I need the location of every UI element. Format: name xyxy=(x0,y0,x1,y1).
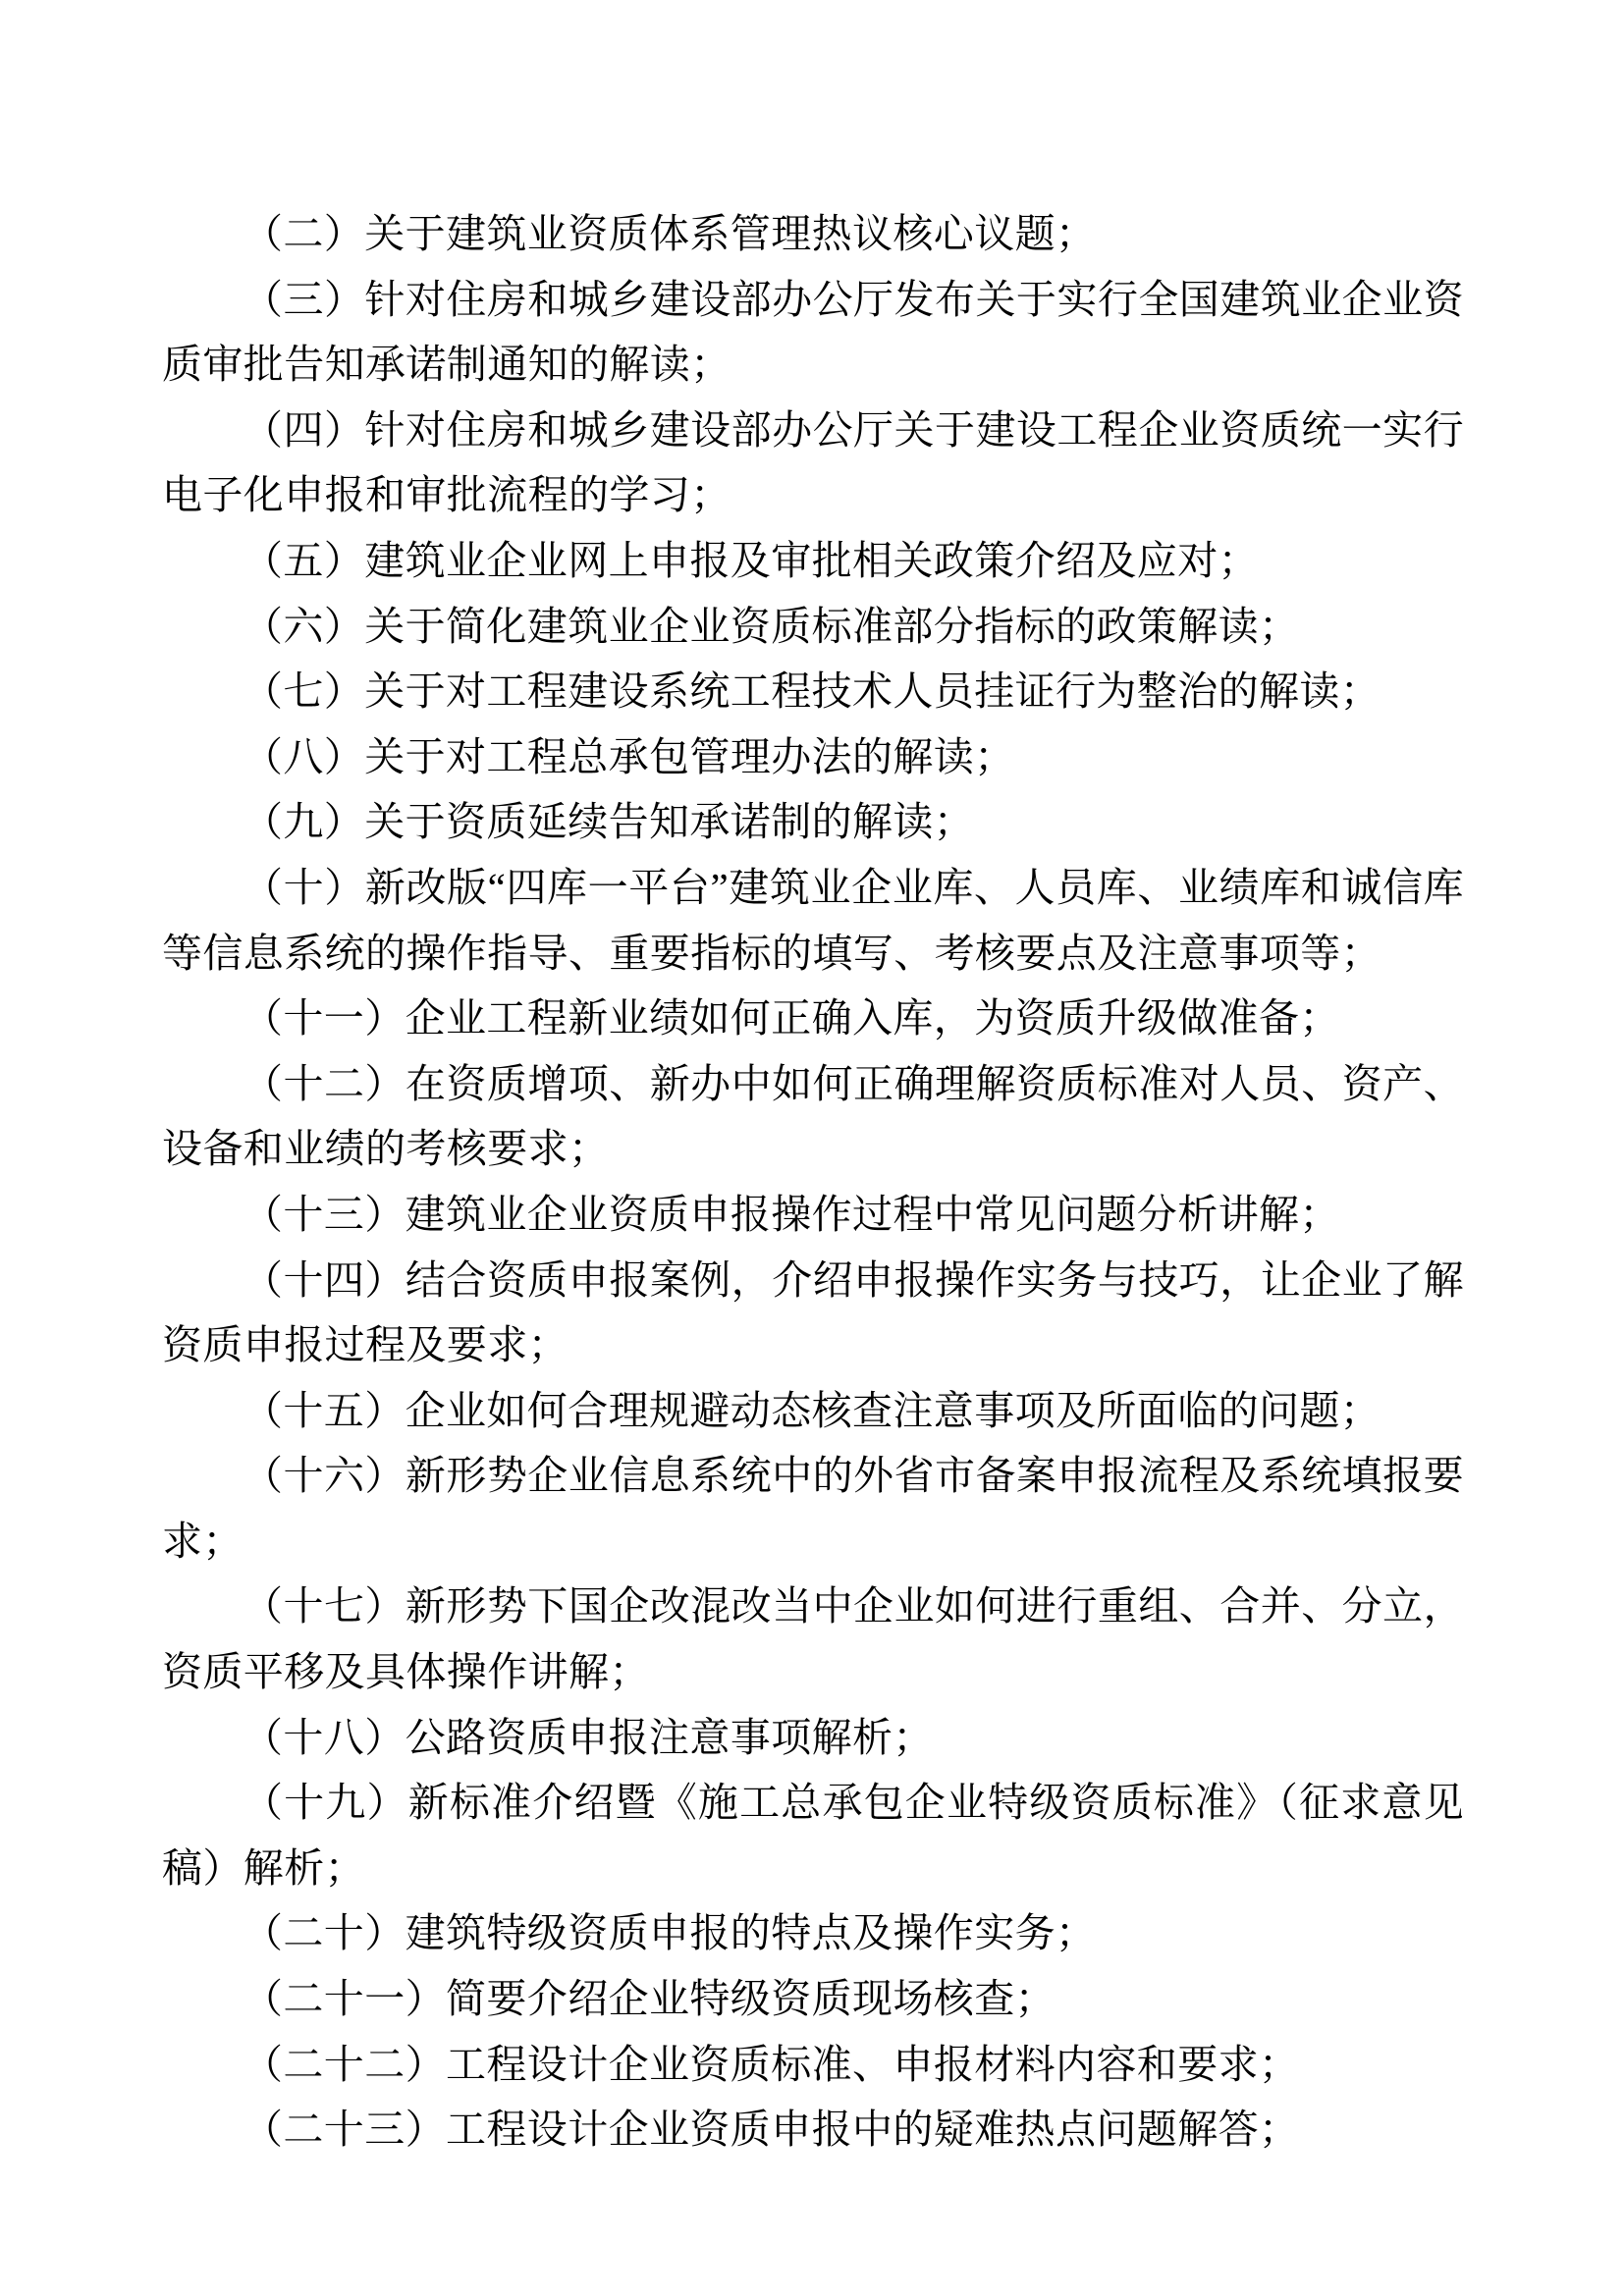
list-item-18: （十八）公路资质申报注意事项解析； xyxy=(243,1714,934,1760)
list-item-21: （二十一）简要介绍企业特级资质现场核查； xyxy=(243,1976,1056,2022)
list-item-9: （九）关于资质延续告知承诺制的解读； xyxy=(243,799,975,845)
list-item-14: （十四）结合资质申报案例，介绍申报操作实务与技巧，让企业了解资质申报过程及要求； xyxy=(162,1256,1464,1368)
list-item-10: （十）新改版“四库一平台”建筑业企业库、人员库、业绩库和诚信库等信息系统的操作指导、重要指标的填写、考核要点及注意事项等； xyxy=(162,864,1464,976)
list-item-5: （五）建筑业企业网上申报及审批相关政策介绍及应对； xyxy=(243,537,1259,583)
list-item-8: （八）关于对工程总承包管理办法的解读； xyxy=(243,733,1015,779)
list-item-16: （十六）新形势企业信息系统中的外省市备案申报流程及系统填报要求； xyxy=(162,1453,1464,1564)
list-item-20: （二十）建筑特级资质申报的特点及操作实务； xyxy=(243,1910,1097,1956)
list-item-13: （十三）建筑业企业资质申报操作过程中常见问题分析讲解； xyxy=(243,1191,1340,1237)
list-item-2: （二）关于建筑业资质体系管理热议核心议题； xyxy=(243,211,1097,256)
list-item-22: （二十二）工程设计企业资质标准、申报材料内容和要求； xyxy=(243,2041,1300,2087)
list-item-6: （六）关于简化建筑业企业资质标准部分指标的政策解读； xyxy=(243,603,1300,649)
list-item-12: （十二）在资质增项、新办中如何正确理解资质标准对人员、资产、设备和业绩的考核要求； xyxy=(162,1060,1464,1172)
list-item-3: （三）针对住房和城乡建设部办公厅发布关于实行全国建筑业企业资质审批告知承诺制通知的解读； xyxy=(162,276,1464,388)
list-item-15: （十五）企业如何合理规避动态核查注意事项及所面临的问题； xyxy=(243,1387,1381,1433)
list-item-11: （十一）企业工程新业绩如何正确入库，为资质升级做准备； xyxy=(243,995,1340,1041)
list-item-17: （十七）新形势下国企改混改当中企业如何进行重组、合并、分立，资质平移及具体操作讲解； xyxy=(162,1583,1464,1695)
list-item-19: （十九）新标准介绍暨《施工总承包企业特级资质标准》（征求意见稿）解析； xyxy=(162,1780,1464,1891)
list-item-4: （四）针对住房和城乡建设部办公厅关于建设工程企业资质统一实行电子化申报和审批流程的学习； xyxy=(162,406,1464,518)
list-item-7: （七）关于对工程建设系统工程技术人员挂证行为整治的解读； xyxy=(243,668,1381,715)
list-item-23: （二十三）工程设计企业资质申报中的疑难热点问题解答； xyxy=(243,2107,1300,2153)
